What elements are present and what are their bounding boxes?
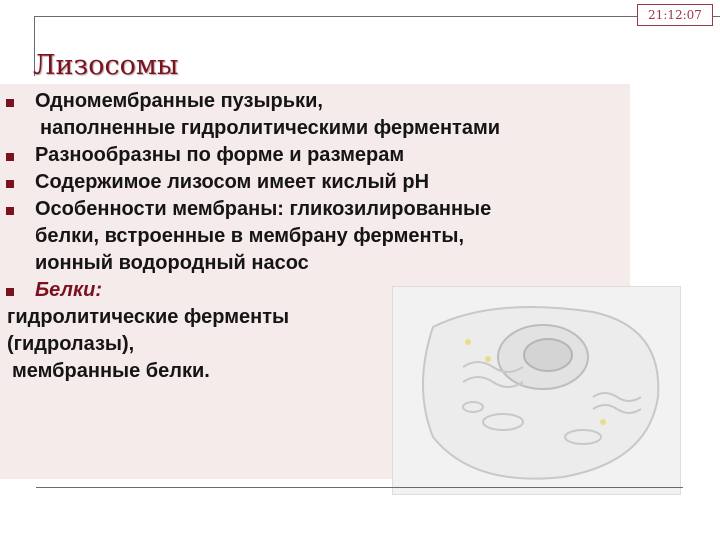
- top-frame-line: [34, 16, 720, 17]
- item-text: наполненные гидролитическими ферментами: [40, 117, 501, 139]
- bullet-square-icon: [6, 288, 14, 296]
- trailing-line: мембранные белки.: [12, 360, 210, 382]
- list-item-continuation: [0, 250, 630, 277]
- list-item: [0, 196, 630, 223]
- list-item: [0, 169, 630, 196]
- bullet-square-icon: [6, 153, 14, 161]
- list-item: [0, 88, 630, 115]
- item-text: белки, встроенные в мембрану ферменты,: [35, 225, 465, 247]
- clock-display: 21:12:07: [637, 4, 713, 26]
- slide-title: Лизосомы: [33, 50, 179, 81]
- bullet-list: [0, 88, 630, 385]
- item-text: Содержимое лизосом имеет кислый pH: [35, 171, 430, 193]
- item-text-emphasis: Белки:: [35, 279, 102, 301]
- list-item-continuation: [0, 115, 630, 142]
- item-text: ионный водородный насос: [35, 252, 309, 274]
- bottom-rule: [36, 487, 683, 488]
- list-item: [0, 142, 630, 169]
- item-text: Одномембранные пузырьки,: [35, 90, 323, 112]
- trailing-text: [0, 304, 630, 331]
- trailing-line: (гидролазы),: [7, 333, 135, 355]
- list-item: [0, 277, 630, 304]
- trailing-line: гидролитические ферменты: [7, 306, 290, 328]
- bullet-square-icon: [6, 180, 14, 188]
- bullet-square-icon: [6, 99, 14, 107]
- item-text: Разнообразны по форме и размерам: [35, 144, 405, 166]
- item-text: Особенности мембраны: гликозилированные: [35, 198, 492, 220]
- trailing-text: [0, 331, 630, 358]
- list-item-continuation: [0, 223, 630, 250]
- trailing-text: [0, 358, 630, 385]
- bullet-square-icon: [6, 207, 14, 215]
